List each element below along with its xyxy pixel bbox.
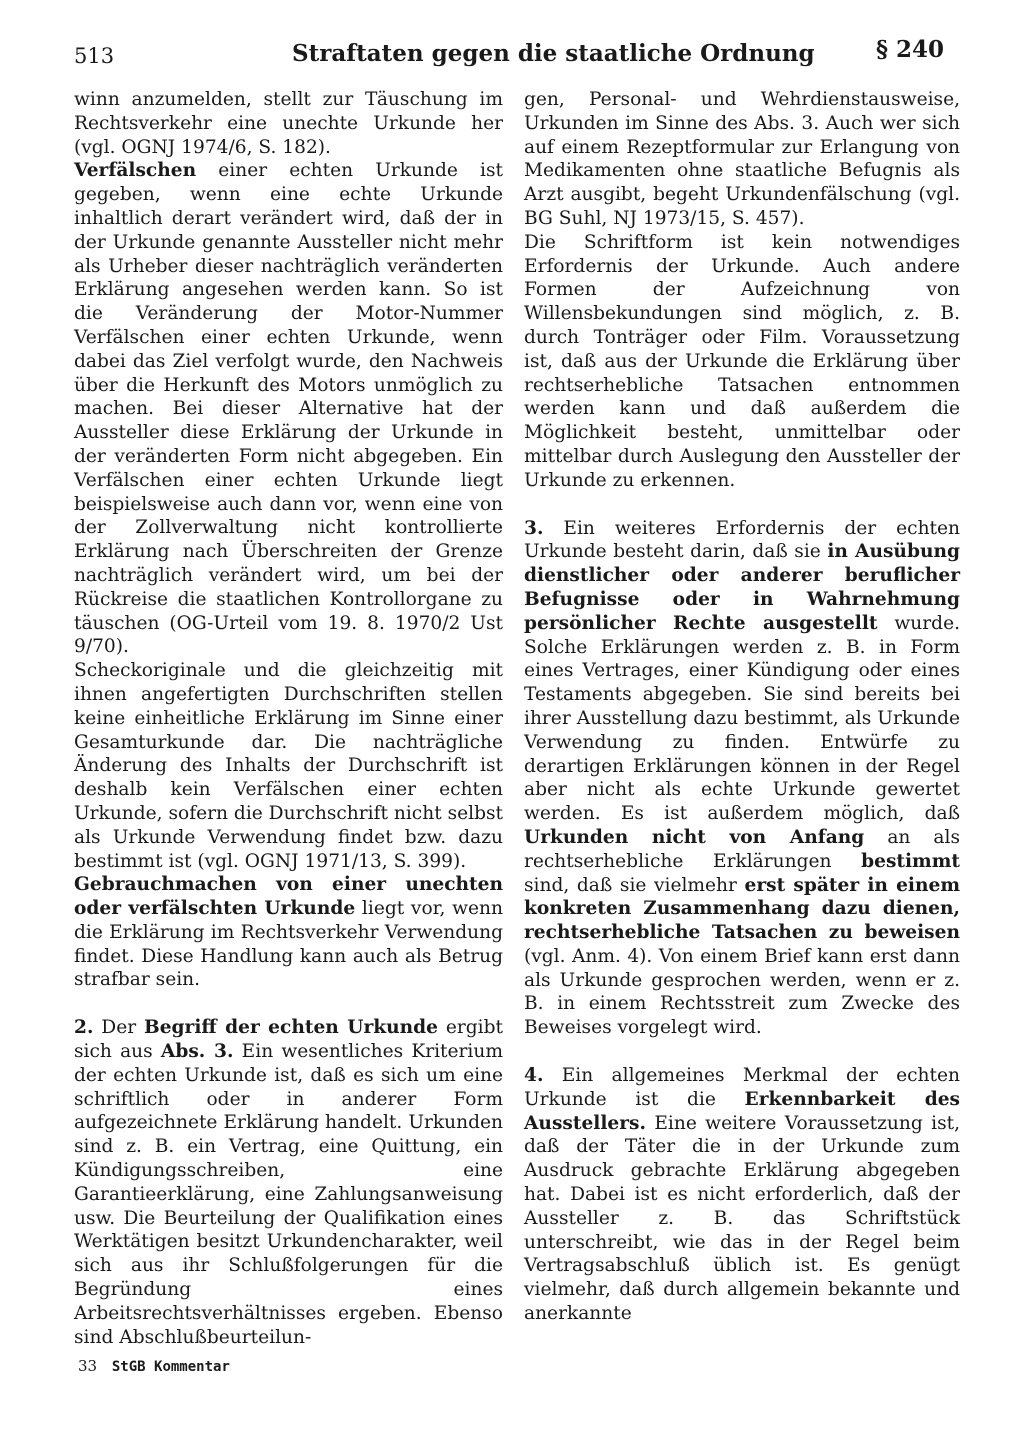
bold-term: Abs. 3. (160, 1041, 234, 1063)
annotation-number: 4. (524, 1065, 544, 1087)
annotation-number: 2. (74, 1017, 94, 1039)
bold-term: in Ausübung dienstlicher oder anderer beruflicher Befugnisse oder in Wahrnehmung persönlicher Rechte ausgestellt (524, 541, 960, 634)
bold-term: Gebrauchmachen von einer unechten oder verfälschten Urkunde (74, 874, 503, 920)
bold-term: bestimmt (861, 850, 960, 872)
bold-term: Erkennbarkeit des Ausstellers. (524, 1088, 960, 1134)
section-number: § 240 (876, 36, 945, 63)
sheet-number: 33 (78, 1357, 98, 1375)
bold-term: Urkunden nicht von Anfang (524, 826, 865, 848)
footer-label: StGB Kommentar (111, 1359, 230, 1375)
annotation-number: 3. (524, 517, 544, 539)
paragraph: 2. Der Begriff der echten Urkunde ergibt sich aus Abs. 3. Ein wesentliches Kriterium der echten Urkunde ist, daß es sich um eine schriftlich oder in anderer Form aufgezeichnete Erklärung handelt. Urkunden sind z. B. ein Vertrag, eine Quittung, ein Kündigungsschreiben, eine Garantieerklärung, eine Zahlungsanweisung usw. Die Beurteilung der Qualifikation eines Werktätigen besitzt Urkundencharakter, weil sich aus ihr Schlußfolgerungen für die Begründung eines Arbeitsrechtsverhältnisses ergeben. Ebenso sind Abschlußbeurteilun- (74, 1017, 503, 1348)
bold-term: Begriff der echten Urkunde (144, 1017, 438, 1039)
page-number: 513 (74, 44, 115, 68)
paragraph: Verfälschen einer echten Urkunde ist gegeben, wenn eine echte Urkunde inhaltlich derart verändert wird, daß der in der Urkunde genannte Aussteller nicht mehr als Urheber dieser nachträglich veränderten Erklärung angesehen werden kann. So ist die Veränderung der Motor-Nummer Verfälschen einer echten Urkunde, wenn dabei das Ziel verfolgt wurde, den Nachweis über die Herkunft des Motors unmöglich zu machen. Bei dieser Alternative hat der Aussteller diese Erklärung der Urkunde in der veränderten Form nicht abgegeben. Ein Verfälschen einer echten Urkunde liegt beispielsweise auch dann vor, wenn eine von der Zollverwaltung nicht kontrollierte Erklärung nach Überschreiten der Grenze nachträglich verändert wird, um bei der Rückreise die staatlichen Kontrollorgane zu täuschen (OG-Urteil vom 19. 8. 1970/2 Ust 9/70). (74, 160, 503, 658)
page-header (0, 30, 1024, 70)
page-footer (78, 1357, 230, 1375)
paragraph: gen, Personal- und Wehrdienstausweise, Urkunden im Sinne des Abs. 3. Auch wer sich auf einem Rezeptformular zur Erlangung von Medikamenten ohne staatliche Befugnis als Arzt ausgibt, begeht Urkundenfälschung (vgl. BG Suhl, NJ 1973/15, S. 457). (524, 89, 960, 229)
paragraph: Die Schriftform ist kein notwendiges Erfordernis der Urkunde. Auch andere Formen der Aufzeichnung von Willensbekundungen sind möglich, z. B. durch Tonträger oder Film. Voraussetzung ist, daß aus der Urkunde die Erklärung über rechtserhebliche Tatsachen entnommen werden kann und daß außerdem die Möglichkeit besteht, unmittelbar oder mittelbar durch Auslegung den Aussteller der Urkunde zu erkennen. (524, 231, 960, 491)
paragraph: winn anzumelden, stellt zur Täuschung im Rechtsverkehr eine unechte Urkunde her (vgl. OGNJ 1974/6, S. 182). (74, 89, 503, 158)
right-column (524, 88, 960, 1326)
running-title: Straftaten gegen die staatliche Ordnung (292, 40, 815, 67)
left-column (74, 88, 503, 1349)
bold-term: Verfälschen (74, 160, 197, 182)
paragraph: Scheckoriginale und die gleichzeitig mit ihnen angefertigten Durchschriften stellen keine einheitliche Erklärung im Sinne einer Gesamturkunde dar. Die nachträgliche Änderung des Inhalts der Durchschrift ist deshalb kein Verfälschen einer echten Urkunde, sofern die Durchschrift nicht selbst als Urkunde Verwendung findet bzw. dazu bestimmt ist (vgl. OGNJ 1971/13, S. 399). (74, 660, 503, 872)
bold-term: erst später in einem konkreten Zusammenhang dazu dienen, rechtserhebliche Tatsachen zu beweisen (524, 874, 960, 944)
paragraph: 4. Ein allgemeines Merkmal der echten Urkunde ist die Erkennbarkeit des Ausstellers. Eine weitere Voraussetzung ist, daß der Täter die in der Urkunde zum Ausdruck gebrachte Erklärung abgegeben hat. Dabei ist es nicht erforderlich, daß der Aussteller z. B. das Schriftstück unterschreibt, wie das in der Regel beim Vertragsabschluß üblich ist. Es genügt vielmehr, daß durch allgemein bekannte und anerkannte (524, 1065, 960, 1325)
paragraph: Gebrauchmachen von einer unechten oder verfälschten Urkunde liegt vor, wenn die Erklärung im Rechtsverkehr Verwendung findet. Diese Handlung kann auch als Betrug strafbar sein. (74, 874, 503, 991)
paragraph: 3. Ein weiteres Erfordernis der echten Urkunde besteht darin, daß sie in Ausübung dienstlicher oder anderer beruflicher Befugnisse oder in Wahrnehmung persönlicher Rechte ausgestellt wurde. Solche Erklärungen werden z. B. in Form eines Vertrages, einer Kündigung oder eines Testaments abgegeben. Sie sind bereits bei ihrer Ausstellung dazu bestimmt, als Urkunde Verwendung zu finden. Entwürfe zu derartigen Erklärungen können in der Regel aber nicht als echte Urkunde gewertet werden. Es ist außerdem möglich, daß Urkunden nicht von Anfang an als rechtserhebliche Erklärungen bestimmt sind, daß sie vielmehr erst später in einem konkreten Zusammenhang dazu dienen, rechtserhebliche Tatsachen zu beweisen (vgl. Anm. 4). Von einem Brief kann erst dann als Urkunde gesprochen werden, wenn er z. B. in einem Rechtsstreit zum Zwecke des Beweises vorgelegt wird. (524, 517, 960, 1039)
